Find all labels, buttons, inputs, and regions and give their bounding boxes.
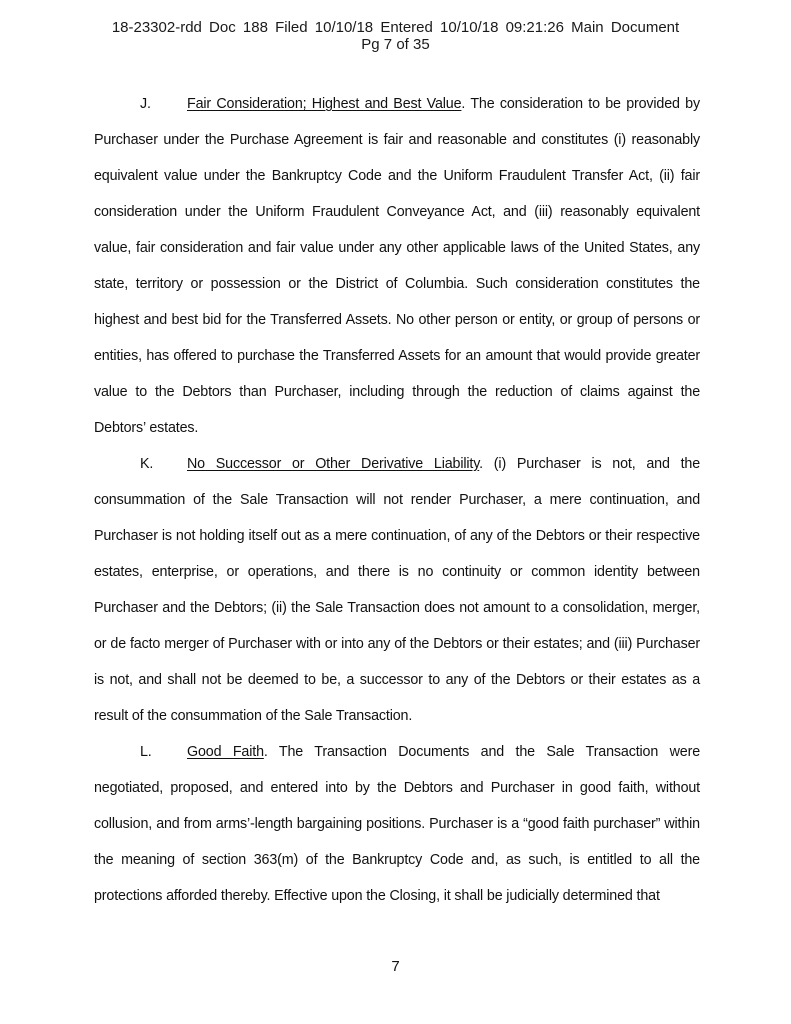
page-count: Pg 7 of 35	[361, 36, 430, 53]
section-letter: J.	[140, 96, 151, 112]
document-body	[94, 86, 700, 914]
section-heading: No Successor or Other Derivative Liability	[187, 456, 480, 472]
paragraph-k	[94, 446, 700, 734]
section-heading: Fair Consideration; Highest and Best Value	[187, 96, 462, 112]
section-heading: Good Faith	[187, 744, 264, 760]
section-letter: L.	[140, 744, 152, 760]
paragraph-l	[94, 734, 700, 914]
section-text: . The Transaction Documents and the Sale Transaction were negotiated, proposed, and entered into by the Debtors and Purchaser in good faith, without collusion, and from arms’-length bargaining positions. Purchaser is a “good faith purchaser” within the meaning of section 363(m) of the Bankruptcy Code and, as such, is entitled to all the protections afforded thereby. Effective upon the Closing, it shall be judicially determined that	[94, 744, 701, 904]
section-text: . (i) Purchaser is not, and the consummation of the Sale Transaction will not render Purchaser, a mere continuation, and Purchaser is not holding itself out as a mere continuation, of any of the Debtors or their respective estates, enterprise, or operations, and there is no continuity or common identity between Purchaser and the Debtors; (ii) the Sale Transaction does not amount to a consolidation, merger, or de facto merger of Purchaser with or into any of the Debtors or their estates; and (iii) Purchaser is not, and shall not be deemed to be, a successor to any of the Debtors or their estates as a result of the consummation of the Sale Transaction.	[94, 456, 700, 724]
page-number: 7	[391, 958, 400, 975]
section-text: . The consideration to be provided by Purchaser under the Purchase Agreement is fair and reasonable and constitutes (i) reasonably equivalent value under the Bankruptcy Code and the Uniform Fraudulent Transfer Act, (ii) fair consideration under the Uniform Fraudulent Conveyance Act, and (iii) reasonably equivalent value, fair consideration and fair value under any other applicable laws of the United States, any state, territory or possession or the District of Columbia. Such consideration constitutes the highest and best bid for the Transferred Assets. No other person or entity, or group of persons or entities, has offered to purchase the Transferred Assets for an amount that would provide greater value to the Debtors than Purchaser, including through the reduction of claims against the Debtors’ estates.	[94, 96, 700, 436]
case-header: 18-23302-rdd Doc 188 Filed 10/10/18 Entered 10/10/18 09:21:26 Main Document	[111, 19, 680, 36]
paragraph-j	[94, 86, 700, 446]
section-letter: K.	[140, 456, 154, 472]
